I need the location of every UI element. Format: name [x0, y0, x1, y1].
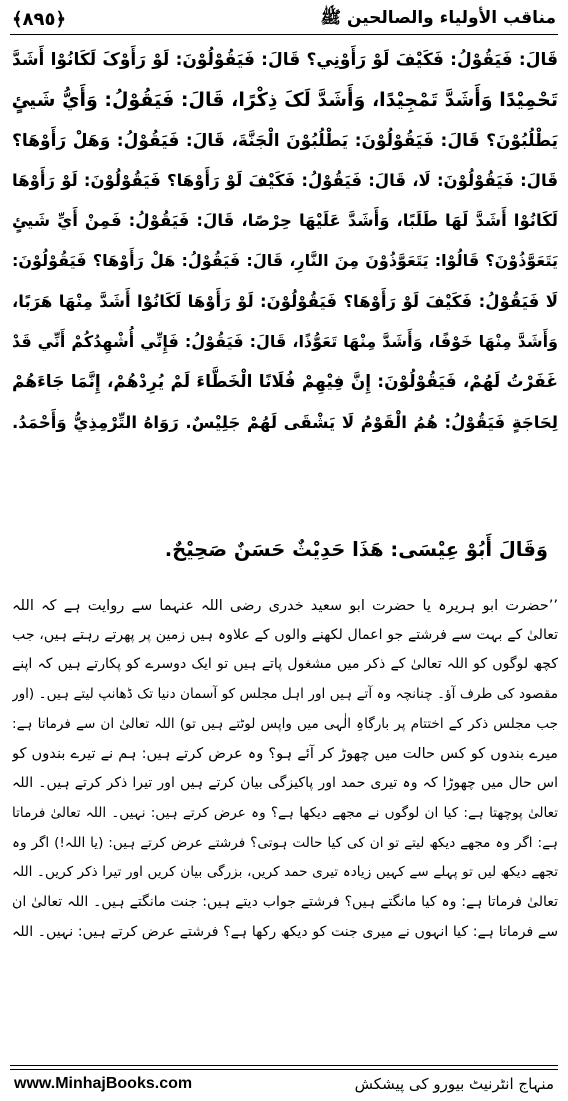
arabic-line: وَأَشَدَّ مِنْهَا خَوْفًا، وَأَشَدَّ مِنْهَا تَعَوُّذًا، قَالَ: فَيَقُوْلُ: فَإِنِّي أُشْهِدُکُمْ أَنِّي قَدْ [12, 332, 558, 352]
arabic-line: لَکَانُوْا أَشَدَّ لَهَا طَلَبًا، وَأَشَدَّ عَلَيْهَا حِرْصًا، قَالَ: فَيَقُوْلُ: فَمِنْ أَيِّ شَيئٍ [12, 211, 558, 231]
arabic-line: يَطْلُبُوْنَ؟ قَالَ: فَيَقُوْلُوْنَ: يَطْلُبُوْنَ الْجَنَّةَ، قَالَ: فَيَقُوْلُ: وَهَلْ رَأَوْهَا؟ [12, 130, 558, 151]
arabic-line: غَفَرْتُ لَهُمْ، فَيَقُوْلُوْنَ: إِنَّ فِيْهِمْ فُلَانًا الْخَطَّاءَ لَمْ يُرِدْهُمْ، إِنَّمَا جَاءَهُمْ [12, 372, 558, 393]
urdu-line: تعالیٰ کے بہت سے فرشتے جو اعمال لکھنے والوں کے علاوہ ہیں زمین پر پھرتے رہتے ہیں، جب [12, 626, 558, 643]
urdu-line: جب مجلس ذکر کے اختتام پر بارگاہِ الٰہی میں واپس لوٹتے ہیں تو) اللہ تعالیٰ ان سے فرماتا ہے: [12, 715, 558, 732]
footer-divider [10, 1065, 558, 1070]
arabic-line: قَالَ: فَيَقُوْلُوْنَ: لَا، قَالَ: فَيَقُوْلُ: فَکَيْفَ لَوْ رَأَوْهَا؟ فَيَقُوْلُوْنَ: لَوْ رَأَوْهَا [12, 170, 558, 190]
urdu-line: مقصود کی طرف آؤ۔ چنانچہ وہ آتے ہیں اور اہل مجلس کو آسمان دنیا تک ڈھانپ لیتے ہیں۔ (اور [12, 686, 558, 703]
urdu-line: ’’حضرت ابو ہریرہ یا حضرت ابو سعید خدری رضی اللہ عنہما سے روایت ہے کہ اللہ [12, 597, 558, 614]
page-number: ﴿٨٩٥﴾ [12, 8, 67, 30]
website-link[interactable]: www.MinhajBooks.com [14, 1075, 193, 1092]
urdu-line: کچھ لوگوں کو اللہ تعالیٰ کے ذکر میں مشغول پاتے ہیں تو ایک دوسرے کو پکارتے ہیں کہ اپنے [12, 656, 558, 673]
page-footer [14, 1072, 554, 1096]
arabic-line: يَتَعَوَّذُوْنَ؟ قَالُوْا: يَتَعَوَّذُوْنَ مِنَ النَّارِ، قَالَ: فَيَقُوْلُ: هَلْ رَأَوْهَا؟ فَيَقُوْلُوْنَ: [12, 251, 558, 271]
arabic-hadith-text [12, 40, 558, 443]
urdu-line: میرے بندوں کو کس حالت میں چھوڑ کر آئے ہو؟ وہ عرض کرتے ہیں: ہم نے تیرے بندوں کو [12, 745, 558, 763]
urdu-line: ہے: اگر وہ مجھے دیکھ لیتے تو ان کی کیا حالت ہوتی؟ فرشتے عرض کرتے ہیں: (یا اللہ!) اگر وہ [12, 834, 558, 851]
page-header [12, 4, 556, 34]
urdu-line: سے فرماتا ہے: کیا انہوں نے میری جنت کو دیکھ رکھا ہے؟ فرشتے عرض کرتے ہیں: نہیں۔ اللہ [12, 923, 558, 940]
urdu-line: تجھے دیکھ لیں تو پہلے سے کہیں زیادہ تیری حمد کریں، بزرگی بیان کریں اور تیرا ذکر کریں۔ اللہ [12, 864, 558, 881]
urdu-translation [12, 591, 558, 947]
header-divider [10, 34, 558, 35]
arabic-line: قَالَ: فَيَقُوْلُ: فَكَيْفَ لَوْ رَأَوْنِي؟ قَالَ: فَيَقُوْلُوْنَ: لَوْ رَأَوْکَ لَکَانُوْا أَشَدَّ [12, 50, 558, 70]
urdu-line: تعالیٰ فرماتا ہے: وہ کیا مانگتے ہیں؟ فرشتے جواب دیتے ہیں: جنت مانگتے ہیں۔ اللہ تعالیٰ ان [12, 893, 558, 910]
arabic-line: لِحَاجَةٍ فَيَقُوْلُ: هُمُ الْقَوْمُ لَا يَشْقَی لَهُمْ جَلِيْسٌ. رَوَاهُ التِّرْمِذِيُّ وَأَحْمَدُ. [12, 412, 558, 432]
publisher-credit: منہاج انٹرنیٹ بیورو کی پیشکش [354, 1075, 554, 1093]
running-title: مناقب الأولياء والصالحين ﷺ [320, 7, 556, 28]
arabic-line: لَا فَيَقُوْلُ: فَکَيْفَ لَوْ رَأَوْهَا؟ فَيَقُوْلُوْنَ: لَوْ رَأَوْهَا لَکَانُوْا أَشَدَّ مِنْهَا هَرَبًا، [12, 291, 558, 311]
urdu-line: اس حال میں چھوڑا کہ وہ تیری حمد اور پاکیزگی بیان کرتے ہیں اور تیرا ذکر کرتے ہیں۔ اللہ [12, 775, 558, 792]
urdu-line: تعالیٰ پوچھتا ہے: کیا ان لوگوں نے مجھے دیکھا ہے؟ وہ عرض کرتے ہیں: نہیں۔ اللہ تعالیٰ فرماتا [12, 804, 558, 821]
arabic-line: تَحْمِيْدًا وَأَشَدَّ تَمْجِيْدًا، وَأَشَدَّ لَکَ ذِکْرًا، قَالَ: فَيَقُوْلُ: وَأَيُّ شَيئٍ [12, 89, 558, 112]
arabic-grading-line: وَقَالَ أَبُوْ عِيْسَی: هَذَا حَدِيْثٌ حَسَنٌ صَحِيْحٌ. [164, 538, 548, 561]
